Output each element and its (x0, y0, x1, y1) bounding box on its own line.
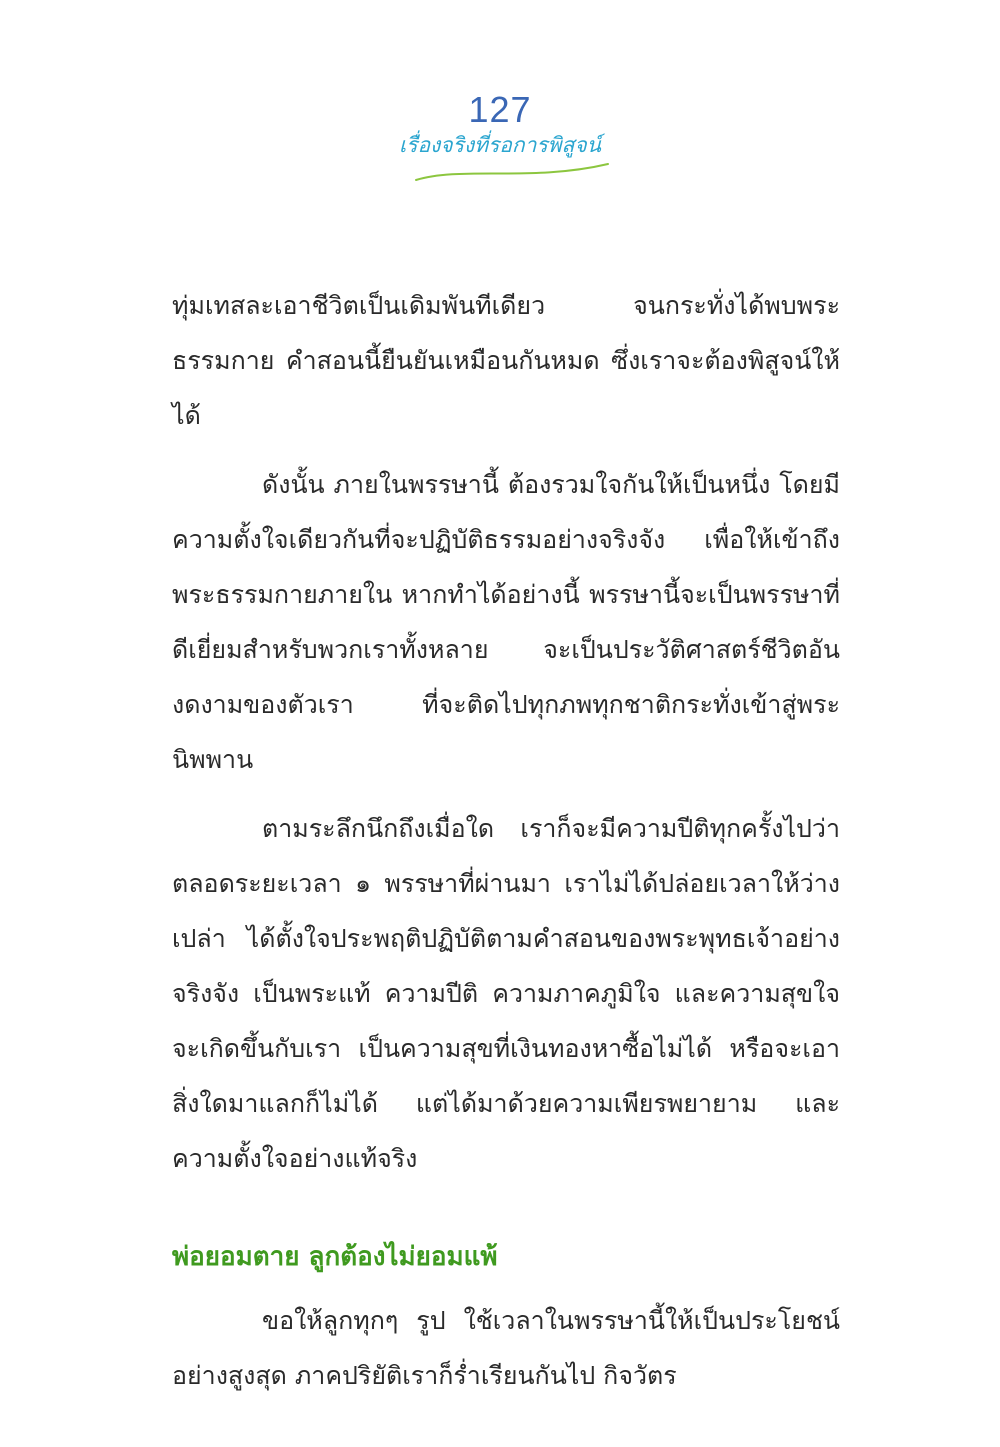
paragraph: ดังนั้น ภายในพรรษานี้ ต้องรวมใจกันให้เป็นหนึ่ง โดยมีความตั้งใจเดียวกันที่จะปฏิบัติธรรมอย่างจริงจัง เพื่อให้เข้าถึงพระธรรมกายภายใน หากทำได้อย่างนี้ พรรษานี้จะเป็นพรรษาที่ดีเยี่ยมสำหรับพวกเราทั้งหลาย จะเป็นประวัติศาสตร์ชีวิตอันงดงามของตัวเรา ที่จะติดไปทุกภพทุกชาติกระทั่งเข้าสู่พระนิพพาน (172, 470, 840, 774)
paragraph: ตามระลึกนึกถึงเมื่อใด เราก็จะมีความปีติทุกครั้งไปว่า ตลอดระยะเวลา ๑ พรรษาที่ผ่านมา เราไม่ได้ปล่อยเวลาให้ว่างเปล่า ได้ตั้งใจประพฤติปฏิบัติตามคำสอนของพระพุทธเจ้าอย่างจริงจัง เป็นพระแท้ ความปีติ ความภาคภูมิใจ และความสุขใจจะเกิดขึ้นกับเรา เป็นความสุขที่เงินทองหาซื้อไม่ได้ หรือจะเอาสิ่งใดมาแลกก็ไม่ได้ แต่ได้มาด้วยความเพียรพยายาม และความตั้งใจอย่างแท้จริง (172, 814, 840, 1173)
paragraph: ขอให้ลูกทุกๆ รูป ใช้เวลาในพรรษานี้ให้เป็นประโยชน์อย่างสูงสุด ภาคปริยัติเราก็ร่ำเรียนกันไป กิจวัตร (172, 1306, 840, 1390)
body-text (172, 278, 840, 1417)
page-header (0, 89, 1000, 157)
section-heading: พ่อยอมตาย ลูกต้องไม่ยอมแพ้ (172, 1242, 498, 1272)
running-title: เรื่องจริงที่รอการพิสูจน์ (398, 133, 601, 157)
paragraph: ทุ่มเทสละเอาชีวิตเป็นเดิมพันทีเดียว จนกระทั่งได้พบพระธรรมกาย คำสอนนี้ยืนยันเหมือนกันหมด ซึ่งเราจะต้องพิสูจน์ให้ได้ (172, 291, 840, 430)
page-number: 127 (468, 89, 532, 130)
title-swoosh-ornament (412, 160, 612, 184)
